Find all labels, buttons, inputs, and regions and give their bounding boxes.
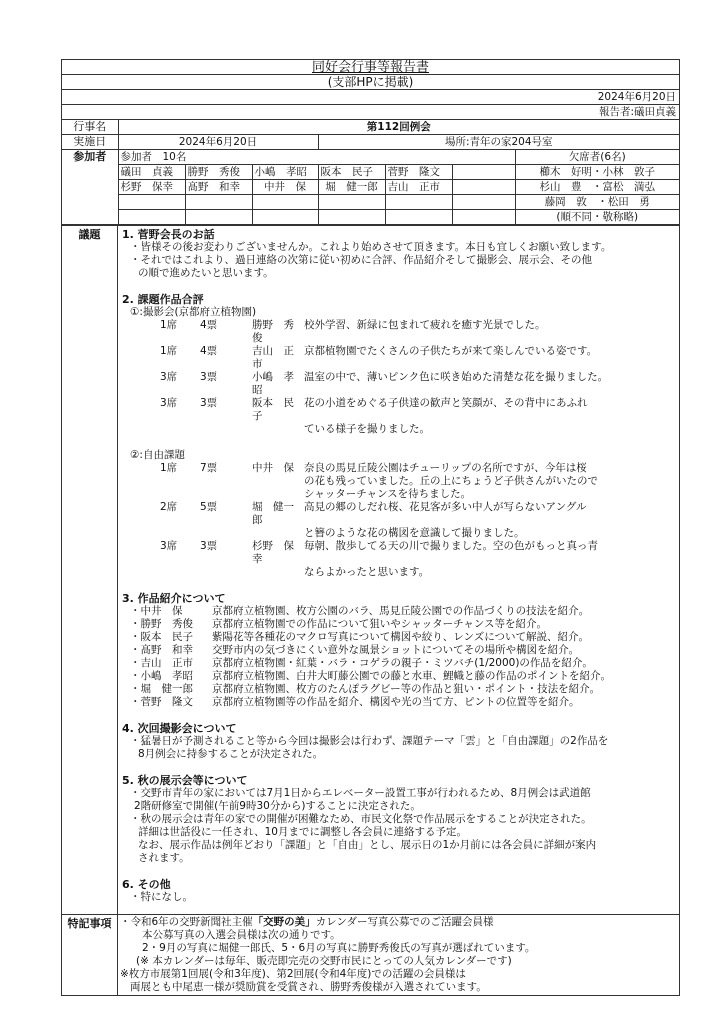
participant-cell: [452, 195, 515, 210]
section-2-title: 2. 課題作品合評: [122, 293, 204, 306]
event-name-row: [62, 120, 679, 135]
seat-rank: [122, 527, 200, 540]
vote-count: 4票: [200, 319, 218, 331]
vote-count: 5票: [200, 501, 218, 513]
seat-rank: [122, 475, 200, 488]
member-name: [252, 488, 304, 501]
vote-comment: 高見の郷のしだれ桜、花見客が多い中人が写らないアングル: [304, 501, 587, 513]
seat-rank: 2席: [160, 501, 178, 513]
agenda-section: [62, 225, 679, 914]
notes-line: (※ 本カレンダーは毎年、販売即完売の交野市民にとっての人気カレンダーです): [136, 955, 512, 967]
section-3-title: 3. 作品紹介について: [122, 592, 226, 605]
reporter: 報告者:礒田貞義: [62, 105, 679, 120]
vote-count: [200, 475, 252, 488]
member-name: ・小嶋 孝昭: [130, 670, 193, 682]
participant-cell: [118, 195, 185, 210]
intro-text: 京都府立植物園・紅葉・バラ・コゲラの親子・ミツバチ(1/2000)の作品を紹介。: [212, 657, 593, 669]
member-name: ・勝野 秀俊: [130, 618, 193, 630]
vote-count: 4票: [200, 345, 218, 357]
absent-cell: 櫛木 好明・小林 敦子: [515, 165, 679, 180]
participant-cell: [452, 180, 515, 195]
member-name: 中井 保: [252, 462, 294, 474]
vote-row: [122, 488, 675, 501]
subsection-free-theme: ②:自由課題: [130, 449, 185, 461]
section-5-line: ・秋の展示会は青年の家での開催が困難なため、市民文化祭で作品展示をすることが決定された。: [130, 813, 592, 825]
participant-cell: [252, 195, 318, 210]
participant-cell: 杉野 保幸: [118, 180, 185, 195]
participant-cell: 小嶋 孝昭: [252, 165, 318, 180]
participants-row: [62, 180, 679, 195]
event-date-row: [62, 135, 679, 150]
event-name-value: 第112回例会: [118, 120, 679, 135]
participants-row: [62, 210, 679, 225]
section-5-line: なお、展示作品は例年どおり「課題」と「自由」とし、展示日の1か月前には各会員に詳細が案内: [138, 839, 597, 851]
participant-cell: 礒田 貞義: [118, 165, 185, 180]
member-name: ・髙野 和幸: [130, 644, 193, 656]
participant-cell: 勝野 秀俊: [185, 165, 252, 180]
seat-rank: 3席: [160, 371, 178, 383]
vote-count: [200, 566, 252, 579]
intro-text: 京都府立植物園、白井大町藤公園での藤と水車、鯉幟と藤の作品のポイントを紹介。: [212, 670, 611, 682]
member-name: 小嶋 孝昭: [252, 371, 294, 396]
vote-row: [122, 423, 675, 436]
participants-row: [62, 165, 679, 180]
intro-row: [122, 657, 675, 670]
participant-cell: [252, 210, 318, 225]
vote-row: [122, 371, 675, 397]
event-date-value: 2024年6月20日: [118, 135, 318, 150]
vote-comment: と簪のような花の構図を意識して撮りました。: [304, 527, 525, 539]
vote-comment: 京都植物園でたくさんの子供たちが来て楽しんでいる姿です。: [304, 345, 598, 357]
notes-line: ※枚方市展第1回展(令和3年度)、第2回展(令和4年度)での活躍の会員様は: [120, 968, 466, 980]
intro-text: 交野市内の気づきにくい意外な風景ショットについてその場所や構図を紹介。: [212, 644, 580, 656]
vote-count: 3票: [200, 540, 218, 552]
vote-comment: シャッターチャンスを待ちました。: [304, 488, 472, 500]
section-5-line: されます。: [138, 852, 190, 864]
section-6-line: ・特になし。: [130, 891, 193, 903]
section-4-title: 4. 次回撮影会について: [122, 722, 237, 735]
vote-comment: 奈良の馬見丘陵公園はチューリップの名所ですが、今年は桜: [304, 462, 587, 474]
notes-line: [120, 916, 677, 929]
participant-cell: [385, 210, 452, 225]
intro-row: [122, 631, 675, 644]
intro-row: [122, 683, 675, 696]
vote-count: 3票: [200, 371, 218, 383]
seat-rank: [122, 488, 200, 501]
notes-content: [118, 915, 679, 995]
member-name: ・吉山 正市: [130, 657, 193, 669]
notes-line: 2・9月の写真に堀健一郎氏、5・6月の写真に勝野秀俊氏の写真が選ばれています。: [142, 942, 536, 954]
intro-row: [122, 670, 675, 683]
section-5-line: ・交野市青年の家においては7月1日からエレベーター設置工事が行われるため、8月例会は武道館: [130, 787, 591, 799]
member-name: 杉野 保幸: [252, 540, 294, 565]
member-name: [252, 527, 304, 540]
participant-cell: [452, 210, 515, 225]
participant-cell: 吉山 正市: [385, 180, 452, 195]
intro-text: 京都府立植物園等の作品を紹介、構図や光の当て方、ピントの位置等を紹介。: [212, 696, 580, 708]
section-5-line: 2階研修室で開催(午前9時30分から)することに決定された。: [134, 800, 421, 812]
document-subtitle: (支部HPに掲載): [62, 75, 679, 90]
notes-section: [62, 914, 679, 995]
participant-cell: [118, 210, 185, 225]
vote-row: [122, 540, 675, 566]
section-4-line: ・猛暑日が予測されること等から今回は撮影会は行わず、課題テーマ「雲」と「自由課題」の2作品を: [130, 735, 609, 747]
event-date-label: 実施日: [62, 135, 118, 150]
member-name: 堀 健一郎: [252, 501, 294, 526]
section-4-line: 8月例会に持参することが決定された。: [138, 748, 324, 760]
seat-rank: 3席: [160, 540, 178, 552]
vote-comment: 花の小道をめぐる子供達の歓声と笑顔が、その背中にあふれ: [304, 397, 588, 409]
section-1-title: 1. 菅野会長のお話: [122, 228, 215, 241]
participant-cell: [318, 210, 385, 225]
seat-rank: 1席: [160, 345, 178, 357]
absent-cell: 杉山 豊 ・富松 満弘: [515, 180, 679, 195]
vote-row: [122, 501, 675, 527]
vote-comment: ている様子を撮りました。: [304, 423, 430, 435]
vote-comment: の花も残っていました。丘の上にちょうど子供さんがいたので: [304, 475, 598, 487]
absent-note: (順不同・敬称略): [515, 210, 679, 225]
vote-count: [200, 423, 252, 436]
event-info-table: [62, 120, 679, 225]
participants-label: 参加者: [62, 150, 118, 225]
vote-count: [200, 527, 252, 540]
section-6-title: 6. その他: [122, 878, 171, 891]
participant-cell: [185, 210, 252, 225]
participant-cell: 菅野 隆文: [385, 165, 452, 180]
vote-row: [122, 462, 675, 475]
votes-list-2: [122, 462, 675, 579]
seat-rank: 1席: [160, 462, 178, 474]
intro-text: 紫陽花等各種花のマクロ写真について構図や絞り、レンズについて解説、紹介。: [212, 631, 590, 643]
member-name: 勝野 秀俊: [252, 319, 294, 344]
absent-header: 欠席者(6名): [515, 150, 679, 165]
event-place-value: 場所:青年の家204号室: [318, 135, 679, 150]
vote-comment: 温室の中で、薄いピンク色に咲き始めた清楚な花を撮りました。: [304, 371, 609, 383]
vote-comment: 毎朝、散歩してる天の川で撮りました。空の色がもっと真っ青: [304, 540, 598, 552]
section-1-line: ・皆様その後お変わりございませんか。これより始めさせて頂きます。本日も宜しくお願い致します。: [130, 241, 612, 253]
member-name: [252, 566, 304, 579]
report-date: 2024年6月20日: [62, 90, 679, 105]
intro-row: [122, 618, 675, 631]
notes-line: 本公募写真の入選会員様は次の通りです。: [142, 929, 341, 941]
participant-cell: [452, 165, 515, 180]
vote-row: [122, 527, 675, 540]
vote-row: [122, 319, 675, 345]
participant-cell: 中井 保: [252, 180, 318, 195]
seat-rank: 3席: [160, 397, 178, 409]
intro-list: [122, 605, 675, 709]
vote-comment: 校外学習、新緑に包まれて疲れを癒す光景でした。: [304, 319, 546, 331]
participant-cell: [385, 195, 452, 210]
intro-text: 京都府立植物園、枚方のたんぽラグビー等の作品と狙い・ポイント・技法を紹介。: [212, 683, 601, 695]
absent-cell: 藤岡 敦 ・松田 勇: [515, 195, 679, 210]
notes-text: ・令和6年の交野新聞社主催: [120, 916, 253, 928]
vote-count: 7票: [200, 462, 218, 474]
vote-row: [122, 397, 675, 423]
notes-label: 特記事項: [62, 915, 118, 995]
member-name: ・菅野 隆文: [130, 696, 193, 708]
seat-rank: [122, 423, 200, 436]
vote-row: [122, 345, 675, 371]
intro-text: 京都府立植物園、枚方公園のバラ、馬見丘陵公園での作品づくりの技法を紹介。: [212, 605, 590, 617]
vote-count: 3票: [200, 397, 218, 409]
intro-row: [122, 644, 675, 657]
document-title: 同好会行事等報告書: [62, 60, 679, 75]
section-1-line: の順で進めたいと思います。: [138, 267, 274, 279]
participants-row: [62, 195, 679, 210]
section-5-line: 詳細は世話役に一任され、10月までに調整し各会員に連絡する予定。: [138, 826, 467, 838]
participant-cell: [318, 195, 385, 210]
member-name: ・中井 保: [130, 605, 183, 617]
event-name-label: 行事名: [62, 120, 118, 135]
intro-row: [122, 696, 675, 709]
member-name: [252, 423, 304, 436]
agenda-label: 議題: [62, 226, 118, 914]
seat-rank: [122, 566, 200, 579]
section-5-title: 5. 秋の展示会等について: [122, 774, 248, 787]
participant-cell: 堀 健一郎: [318, 180, 385, 195]
vote-count: [200, 488, 252, 501]
seat-rank: 1席: [160, 319, 178, 331]
section-1-line: ・それではこれより、過日連絡の次第に従い初めに合評、作品紹介そして撮影会、展示会、その他: [130, 254, 592, 266]
participant-cell: 阪本 民子: [318, 165, 385, 180]
member-name: 吉山 正市: [252, 345, 294, 370]
participants-count-row: [62, 150, 679, 165]
notes-line: 両展とも中尾恵一様が奨励賞を受賞され、勝野秀俊様が入選されています。: [130, 981, 487, 993]
subsection-photo-session: ①:撮影会(京都府立植物園): [130, 306, 257, 318]
calendar-name: 「交野の美」: [252, 916, 316, 928]
intro-row: [122, 605, 675, 618]
participant-cell: [185, 195, 252, 210]
intro-text: 京都府立植物園での作品について狙いやシャッターチャンス等を紹介。: [212, 618, 547, 630]
member-name: ・堀 健一郎: [130, 683, 193, 695]
member-name: 阪本 民子: [252, 397, 294, 422]
notes-text: カレンダー写真公募でのご活躍会員様: [315, 916, 494, 928]
member-name: ・阪本 民子: [130, 631, 193, 643]
agenda-content: [118, 226, 679, 914]
vote-row: [122, 475, 675, 488]
report-sheet: [61, 59, 680, 996]
member-name: [252, 475, 304, 488]
votes-list-1: [122, 319, 675, 436]
participant-cell: 髙野 和幸: [185, 180, 252, 195]
participants-count: 参加者 10名: [118, 150, 515, 165]
vote-comment: ならよかったと思います。: [304, 566, 430, 578]
vote-row: [122, 566, 675, 579]
